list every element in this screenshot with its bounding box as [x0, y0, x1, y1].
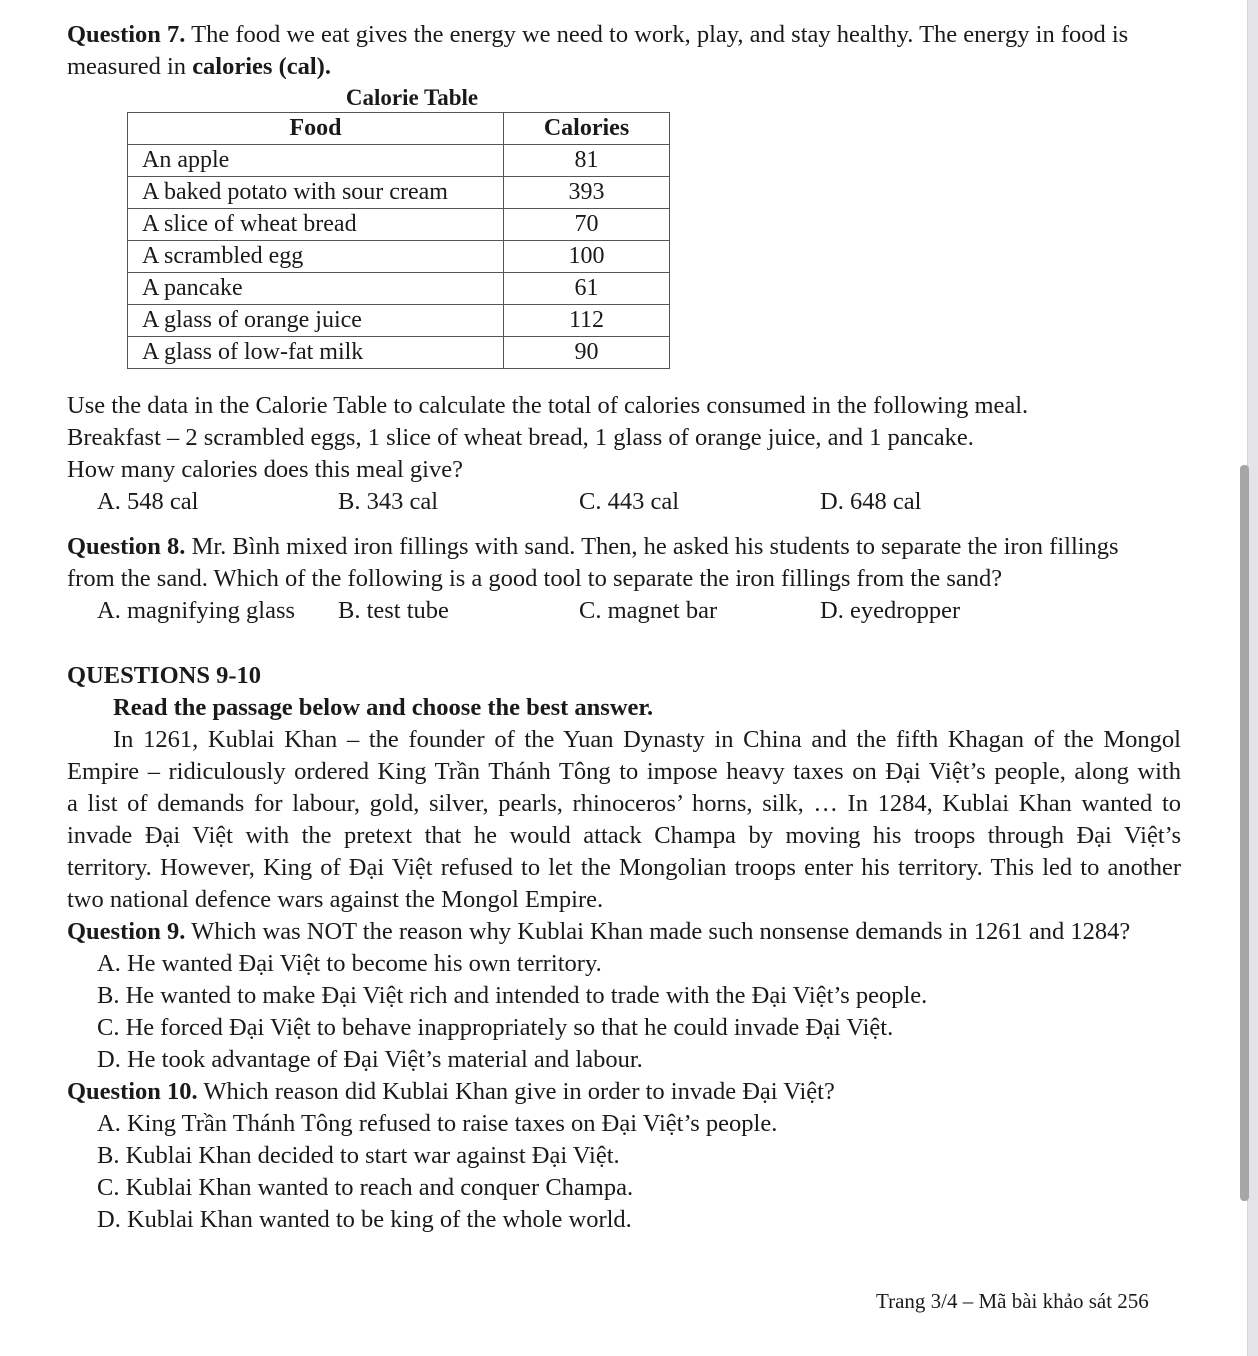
- passage-line: invade Đại Việt with the pretext that he would attack Champa by moving his troops through Đại Việt’s: [67, 822, 1181, 849]
- page-footer: Trang 3/4 – Mã bài khảo sát 256: [876, 1289, 1149, 1313]
- passage-line: Empire – ridiculously ordered King Trần Thánh Tông to impose heavy taxes on Đại Việt’s people, along with: [67, 758, 1181, 785]
- q9-option-c[interactable]: C. He forced Đại Việt to behave inappropriately so that he could invade Đại Việt.: [97, 1014, 894, 1041]
- q8-option-b[interactable]: B. test tube: [338, 597, 449, 624]
- table-row: A scrambled egg 100: [128, 241, 670, 273]
- q7-intro-line2: measured in calories (cal).: [67, 53, 331, 80]
- table-row: A glass of low-fat milk 90: [128, 337, 670, 369]
- q7-meal: Breakfast – 2 scrambled eggs, 1 slice of wheat bread, 1 glass of orange juice, and 1 pancake.: [67, 424, 974, 451]
- q9-option-a[interactable]: A. He wanted Đại Việt to become his own territory.: [97, 950, 602, 977]
- q8-option-a[interactable]: A. magnifying glass: [97, 597, 296, 624]
- q9-label: Question 9.: [67, 918, 186, 945]
- q9-option-d[interactable]: D. He took advantage of Đại Việt’s material and labour.: [97, 1046, 643, 1073]
- header-food: Food: [128, 113, 504, 145]
- q7-option-d[interactable]: D. 648 cal: [820, 488, 922, 515]
- q7-label: Question 7.: [67, 21, 186, 48]
- calorie-table-caption: Calorie Table: [345, 85, 479, 110]
- passage-line: In 1261, Kublai Khan – the founder of the Yuan Dynasty in China and the fifth Khagan of the Mongol: [113, 726, 1181, 753]
- table-row: A glass of orange juice 112: [128, 305, 670, 337]
- q10-option-c[interactable]: C. Kublai Khan wanted to reach and conquer Champa.: [97, 1174, 634, 1201]
- table-row: A pancake 61: [128, 273, 670, 305]
- q8-line1: Question 8. Mr. Bình mixed iron fillings with sand. Then, he asked his students to separate the iron fillings: [67, 533, 1119, 560]
- q8-option-c[interactable]: C. magnet bar: [579, 597, 718, 624]
- table-header-row: [128, 113, 670, 145]
- header-calories: Calories: [504, 113, 670, 145]
- q7-question: How many calories does this meal give?: [67, 456, 463, 483]
- calorie-table: [127, 112, 670, 369]
- passage-line: territory. However, King of Đại Việt refused to let the Mongolian troops enter his territory. This led to another: [67, 854, 1181, 881]
- q7-option-b[interactable]: B. 343 cal: [338, 488, 439, 515]
- q8-option-d[interactable]: D. eyedropper: [820, 597, 961, 624]
- table-row: A baked potato with sour cream 393: [128, 177, 670, 209]
- passage-line: a list of demands for labour, gold, silver, pearls, rhinoceros’ horns, silk, … In 1284, Kublai Khan wanted to: [67, 790, 1181, 817]
- q9-question: Question 9. Which was NOT the reason why Kublai Khan made such nonsense demands in 1261 and 1284?: [67, 918, 1131, 945]
- q7-instruction: Use the data in the Calorie Table to calculate the total of calories consumed in the following meal.: [67, 392, 1029, 419]
- q7-option-c[interactable]: C. 443 cal: [579, 488, 680, 515]
- table-row: A slice of wheat bread 70: [128, 209, 670, 241]
- q7-option-a[interactable]: A. 548 cal: [97, 488, 199, 515]
- q10-option-d[interactable]: D. Kublai Khan wanted to be king of the whole world.: [97, 1206, 632, 1233]
- q7-intro-line1: Question 7. The food we eat gives the energy we need to work, play, and stay healthy. The energy in food is: [67, 21, 1129, 48]
- q9-option-b[interactable]: B. He wanted to make Đại Việt rich and intended to trade with the Đại Việt’s people.: [97, 982, 928, 1009]
- passage-line: two national defence wars against the Mongol Empire.: [67, 886, 604, 913]
- q8-label: Question 8.: [67, 533, 186, 560]
- q8-line2: from the sand. Which of the following is a good tool to separate the iron fillings from the sand?: [67, 565, 1003, 592]
- section-heading: QUESTIONS 9-10: [67, 662, 262, 689]
- q10-option-a[interactable]: A. King Trần Thánh Tông refused to raise taxes on Đại Việt’s people.: [97, 1110, 778, 1137]
- table-row: An apple 81: [128, 145, 670, 177]
- q10-label: Question 10.: [67, 1078, 198, 1105]
- scrollbar-thumb[interactable]: [1240, 465, 1249, 1201]
- q10-option-b[interactable]: B. Kublai Khan decided to start war against Đại Việt.: [97, 1142, 620, 1169]
- q10-question: Question 10. Which reason did Kublai Khan give in order to invade Đại Việt?: [67, 1078, 835, 1105]
- section-instruction: Read the passage below and choose the best answer.: [113, 694, 654, 721]
